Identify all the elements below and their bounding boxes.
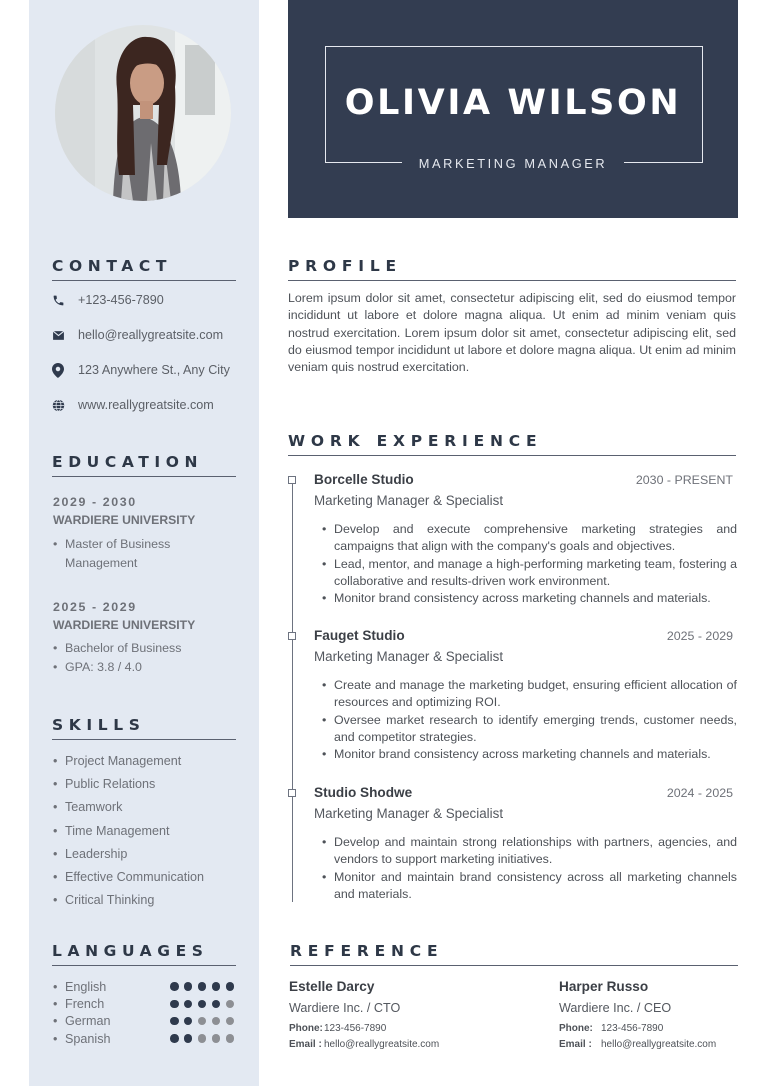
- level-dot-empty: [212, 1034, 221, 1043]
- reference-phone: Phone: 123-456-7890: [559, 1023, 664, 1034]
- level-dot-empty: [226, 1017, 235, 1026]
- skill-item: • Teamwork: [53, 800, 123, 815]
- language-name: French: [65, 996, 105, 1011]
- timeline-line: [292, 480, 293, 902]
- reference-phone: Phone: 123-456-7890: [289, 1023, 387, 1034]
- contact-website: [52, 395, 214, 415]
- education-item: • Bachelor of Business: [53, 641, 182, 655]
- reference-org: Wardiere Inc. / CEO: [559, 1001, 672, 1015]
- phone-icon: [52, 294, 78, 307]
- job-company: Fauget Studio: [314, 628, 405, 643]
- level-dot-filled: [170, 1000, 179, 1009]
- job-bullet: • Monitor brand consistency across marketing channels and materials.: [322, 747, 711, 762]
- reference-entry: [289, 978, 489, 1053]
- language-level-dots: [170, 1034, 234, 1043]
- skill-item: • Critical Thinking: [53, 893, 155, 908]
- job-company: Studio Shodwe: [314, 785, 413, 800]
- job-years: 2024 - 2025: [666, 786, 733, 800]
- contact-email: [52, 325, 223, 345]
- skill-item: • Effective Communication: [53, 869, 205, 884]
- level-dot-filled: [198, 982, 207, 991]
- job-role: Marketing Manager & Specialist: [314, 493, 504, 508]
- level-dot-filled: [184, 1034, 193, 1043]
- skill-item: • Project Management: [53, 754, 182, 768]
- job-bullet: • Monitor brand consistency across marketing channels and materials.: [322, 591, 711, 606]
- language-name: German: [65, 1014, 111, 1029]
- level-dot-filled: [184, 1000, 193, 1009]
- contact-address-text: 123 Anywhere St., Any City: [78, 363, 230, 377]
- profile-text: Lorem ipsum dolor sit amet, consectetur adipiscing elit, sed do eiusmod tempor incididunt ut labore et dolore magna aliqua. Ut enim ad minim veniam quis nostrud exercitation. Lorem ipsum dolor sit amet, consectetur adipiscing elit, sed do eiusmod tempor incididunt ut labore et dolore magna aliqua. Ut enim ad minim veniam quis nostrud exercitation.: [288, 291, 736, 375]
- contact-email-text[interactable]: hello@reallygreatsite.com: [78, 328, 224, 342]
- language-item: • French: [53, 995, 238, 1012]
- language-name: Spanish: [65, 1031, 111, 1046]
- header-banner: [288, 0, 738, 218]
- education-heading: EDUCATION: [52, 453, 236, 477]
- level-dot-filled: [198, 1000, 207, 1009]
- location-pin-icon: [52, 363, 78, 378]
- job-role: Marketing Manager & Specialist: [314, 806, 504, 821]
- language-level-dots: [170, 1000, 234, 1009]
- job-entry: [314, 627, 737, 763]
- level-dot-filled: [184, 1017, 193, 1026]
- education-item: • Master of Business Management: [53, 537, 171, 570]
- timeline-node: [288, 789, 296, 797]
- job-bullet: • Develop and execute comprehensive marketing strategies and campaigns that align with the company's goals and objectives.: [322, 522, 737, 554]
- language-item: • English: [53, 978, 238, 995]
- job-role: Marketing Manager & Specialist: [314, 649, 504, 664]
- skills-list: [53, 751, 243, 913]
- education-entry: [53, 494, 243, 573]
- job-bullet: • Monitor and maintain brand consistency across all marketing channels and materials.: [322, 869, 737, 901]
- level-dot-filled: [184, 982, 193, 991]
- job-entry: [314, 471, 737, 607]
- education-item: • GPA: 3.8 / 4.0: [53, 660, 142, 674]
- level-dot-filled: [212, 1000, 221, 1009]
- reference-email: Email : hello@reallygreatsite.com: [559, 1039, 717, 1050]
- job-title-wrap: [402, 150, 624, 176]
- languages-heading: LANGUAGES: [52, 942, 236, 966]
- globe-icon: [52, 399, 78, 412]
- language-item: • Spanish: [53, 1030, 238, 1047]
- education-school: WARDIERE UNIVERSITY: [53, 618, 196, 632]
- level-dot-empty: [198, 1017, 207, 1026]
- level-dot-empty: [226, 1000, 235, 1009]
- skill-item: • Time Management: [53, 823, 170, 838]
- level-dot-filled: [170, 982, 179, 991]
- job-bullet: • Oversee market research to identify emerging trends, customer needs, and competitor strategies.: [322, 712, 737, 744]
- reference-entry: [559, 978, 759, 1053]
- job-years: 2025 - 2029: [666, 629, 733, 643]
- candidate-name: OLIVIA WILSON: [344, 83, 682, 123]
- language-name: English: [65, 979, 107, 994]
- reference-email: Email : hello@reallygreatsite.com: [289, 1039, 440, 1050]
- job-bullet: • Develop and maintain strong relationships with partners, agencies, and vendors to support marketing initiatives.: [322, 835, 737, 867]
- level-dot-filled: [170, 1034, 179, 1043]
- job-bullet: • Lead, mentor, and manage a high-performing marketing team, fostering a collaborative and results-driven work environment.: [322, 556, 737, 588]
- education-years: 2029 - 2030: [53, 495, 137, 509]
- level-dot-filled: [170, 1017, 179, 1026]
- skill-item: • Public Relations: [53, 777, 156, 792]
- contact-heading: CONTACT: [52, 257, 236, 281]
- education-school: WARDIERE UNIVERSITY: [53, 513, 196, 527]
- work-experience-heading: WORK EXPERIENCE: [288, 432, 736, 456]
- job-company: Borcelle Studio: [314, 472, 414, 487]
- language-level-dots: [170, 982, 234, 991]
- level-dot-empty: [198, 1034, 207, 1043]
- languages-list: [53, 978, 238, 1047]
- reference-name: Estelle Darcy: [289, 979, 375, 994]
- education-years: 2025 - 2029: [53, 600, 137, 614]
- profile-heading: PROFILE: [288, 257, 736, 281]
- job-years: 2030 - PRESENT: [635, 473, 733, 487]
- profile-photo: [55, 25, 231, 201]
- contact-address: [52, 360, 230, 380]
- language-item: • German: [53, 1013, 238, 1030]
- contact-website-text[interactable]: www.reallygreatsite.com: [78, 398, 214, 412]
- education-entry: [53, 599, 243, 677]
- job-title: MARKETING MANAGER: [418, 155, 608, 171]
- reference-heading: REFERENCE: [290, 942, 738, 966]
- level-dot-empty: [226, 1034, 235, 1043]
- job-entry: [314, 784, 737, 903]
- skills-heading: SKILLS: [52, 716, 236, 740]
- contact-phone-text[interactable]: +123-456-7890: [78, 293, 164, 307]
- mail-icon: [52, 330, 78, 341]
- reference-org: Wardiere Inc. / CTO: [289, 1001, 401, 1015]
- level-dot-filled: [212, 982, 221, 991]
- reference-name: Harper Russo: [559, 979, 649, 994]
- job-bullet: • Create and manage the marketing budget, ensuring efficient allocation of resources and optimizing ROI.: [322, 678, 737, 710]
- timeline-node: [288, 632, 296, 640]
- timeline-node: [288, 476, 296, 484]
- level-dot-filled: [226, 982, 235, 991]
- contact-phone: [52, 290, 164, 310]
- skill-item: • Leadership: [53, 846, 128, 861]
- level-dot-empty: [212, 1017, 221, 1026]
- language-level-dots: [170, 1017, 234, 1026]
